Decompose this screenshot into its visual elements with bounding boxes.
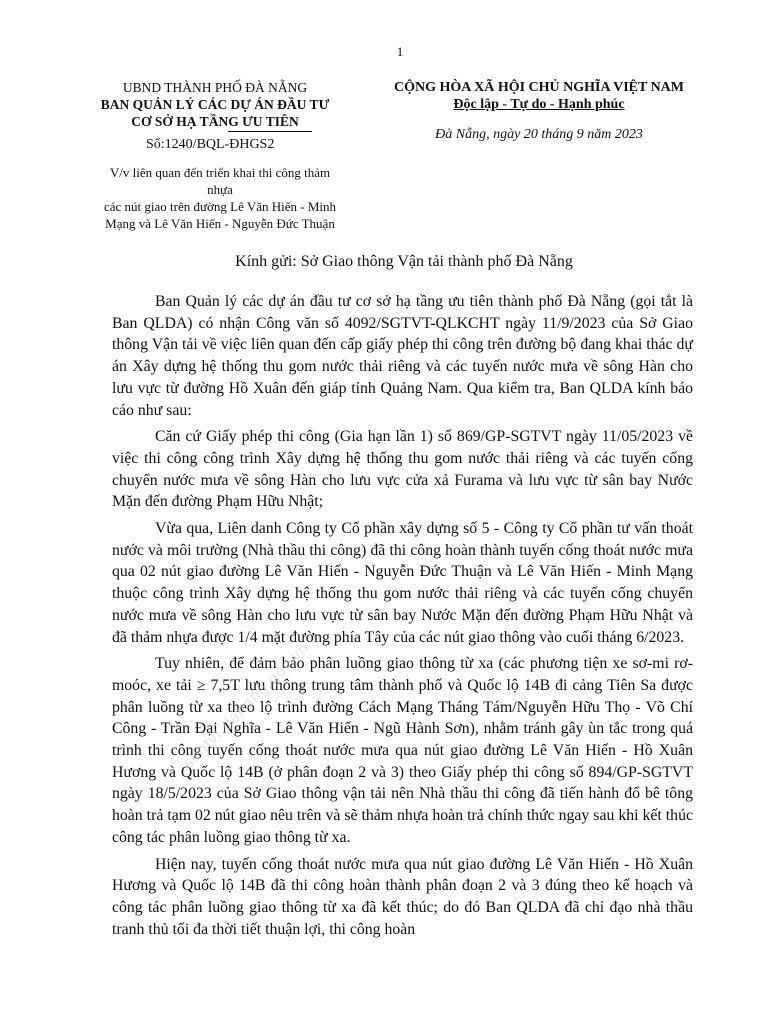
- document-number: Số:1240/BQL-ĐHGS2: [146, 137, 275, 152]
- paragraph-5: Hiện nay, tuyến cống thoát nước mưa qua nút giao đường Lê Văn Hiến - Hồ Xuân Hương và Quốc lộ 14B đã thi công hoàn thành phân đoạn 2 và 3 đúng theo kế hoạch và công tác phân luồng giao thông từ xa đã kết thúc; do đó Ban QLDA đã chỉ đạo nhà thầu tranh thủ tối đa thời tiết thuận lợi, thi công hoàn: [112, 855, 693, 938]
- subject-line3: Mạng và Lê Văn Hiến - Nguyễn Đức Thuận: [105, 216, 335, 231]
- document-date: Đà Nẵng, ngày 20 tháng 9 năm 2023: [435, 127, 643, 142]
- page-number: 1: [396, 44, 404, 59]
- agency-name: UBND THÀNH PHỐ ĐÀ NẴNG: [122, 80, 308, 95]
- subject: [90, 164, 340, 232]
- letter-body: [112, 291, 693, 945]
- watermark: sogtvt.danang.gov.vn: [180, 639, 313, 773]
- header-right: [372, 79, 706, 143]
- header-left: [90, 79, 340, 232]
- national-motto: Độc lập - Tự do - Hạnh phúc: [453, 97, 625, 112]
- paragraph-2: Căn cứ Giấy phép thi công (Gia hạn lần 1) số 869/GP-SGTVT ngày 11/05/2023 về việc thi công công trình Xây dựng hệ thống thu gom nước thải riêng và các tuyến cống chuyển nước mưa về sông Hàn cho lưu vực cửa xả Furama và lưu vực từ sân bay Nước Mặn đến đường Phạm Hữu Nhật;: [112, 428, 693, 511]
- country-name: CỘNG HÒA XÃ HỘI CHỦ NGHĨA VIỆT NAM: [393, 80, 684, 95]
- subject-line2: các nút giao trên đường Lê Văn Hiến - Minh: [103, 199, 337, 214]
- board-name-line1: BAN QUẢN LÝ CÁC DỰ ÁN ĐẦU TƯ: [100, 97, 330, 112]
- board-name-line2: CƠ SỞ HẠ TẦNG ƯU TIÊN: [131, 114, 299, 129]
- header-divider: [228, 131, 312, 132]
- paragraph-4: Tuy nhiên, để đảm bảo phân luồng giao thông từ xa (các phương tiện xe sơ-mi rơ-moóc, xe tải ≥ 7,5T lưu thông trung tâm thành phố và Quốc lộ 14B đi cảng Tiên Sa được phân luồng từ xa theo lộ trình đường Cách Mạng Tháng Tám/Nguyễn Hữu Thọ - Võ Chí Công - Trần Đại Nghĩa - Lê Văn Hiến - Ngũ Hành Sơn), nhằm tránh gây ùn tắc trong quá trình thi công tuyến cống thoát nước mưa qua nút giao đường Lê Văn Hiến - Hồ Xuân Hương và Quốc lộ 14B (ở phân đoạn 2 và 3) theo Giấy phép thi công số 894/GP-SGTVT ngày 18/5/2023 của Sở Giao thông vận tải nên Nhà thầu thi công đã tiến hành đổ bê tông hoàn trả tạm 02 nút giao nêu trên và sẽ thảm nhựa hoàn trả chính thức ngay sau khi kết thúc công tác phân luồng giao thông từ xa.: [112, 655, 693, 846]
- recipient-line: Kính gửi: Sở Giao thông Vận tải thành phố Đà Nẵng: [235, 253, 573, 270]
- paragraph-1: Ban Quản lý các dự án đầu tư cơ sở hạ tầng ưu tiên thành phố Đà Nẵng (gọi tắt là Ban QLDA) có nhận Công văn số 4092/SGTVT-QLKCHT ngày 11/9/2023 của Sở Giao thông Vận tải về việc liên quan đến cấp giấy phép thi công trên đường bộ đang khai thác dự án Xây dựng hệ thống thu gom nước thải riêng và các tuyến nước mưa về sông Hàn cho lưu vực từ đường Hồ Xuân đến giáp tỉnh Quảng Nam. Qua kiểm tra, Ban QLDA kính báo cáo như sau:: [112, 293, 693, 419]
- paragraph-3: Vừa qua, Liên danh Công ty Cổ phần xây dựng số 5 - Công ty Cổ phần tư vấn thoát nước và môi trường (Nhà thầu thi công) đã thi công hoàn thành tuyến cống thoát nước mưa qua 02 nút giao đường Lê Văn Hiến - Nguyễn Đức Thuận và Lê Văn Hiến - Minh Mạng thuộc công trình Xây dựng hệ thống thu gom nước thải riêng và các tuyến cống chuyển nước mưa về sông Hàn cho lưu vực từ sân bay Nước Mặn đến đường Phạm Hữu Nhật và đã thảm nhựa được 1/4 mặt đường phía Tây của các nút giao thông vào cuối tháng 6/2023.: [112, 520, 693, 646]
- subject-line1: V/v liên quan đến triển khai thi công thảm nhựa: [109, 165, 331, 197]
